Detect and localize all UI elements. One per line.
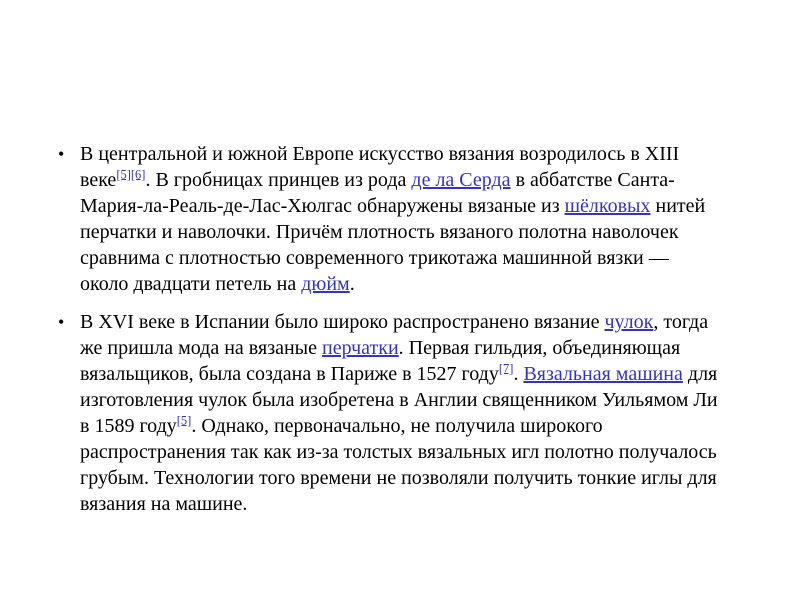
text-run: . Однако, первоначально, не получила широкого распространения так как из-за толстых вязальных игл полотно получалось грубым. Технологии того времени не позволяли получить тонкие иглы для вязания на машине. (80, 415, 717, 515)
reference-link[interactable]: [6] (130, 167, 146, 182)
reference-link[interactable]: [7] (498, 361, 514, 376)
text-run: В центральной и южной Европе искусство вязания возродилось в XIII веке (80, 143, 680, 191)
text-link[interactable]: перчатки (321, 337, 399, 359)
reference-link[interactable]: [5] (176, 413, 192, 428)
list-item (56, 141, 722, 297)
bullet-list (56, 141, 722, 517)
list-item (56, 309, 722, 517)
text-link[interactable]: чулок (604, 311, 654, 333)
text-run: для изготовления чулок была изобретена в Англии священником Уильямом Ли в 1589 году (80, 363, 718, 437)
reference-superscript (116, 167, 131, 181)
text-run: . Первая гильдия, объединяющая вязальщиков, была создана в Париже в 1527 году (80, 337, 681, 385)
text-link[interactable]: Вязальная машина (523, 363, 683, 385)
reference-superscript (177, 413, 192, 427)
text-link[interactable]: де ла Серда (411, 169, 511, 191)
reference-link[interactable]: [5] (116, 167, 131, 182)
text-link[interactable]: дюйм (301, 273, 350, 295)
bullet-marker: • (58, 312, 65, 332)
text-run: . (349, 273, 355, 295)
text-run: В XVI веке в Испании было широко распространено вязание (80, 311, 605, 333)
text-run: нитей перчатки и наволочки. Причём плотность вязаного полотна наволочек сравнима с плотностью современного трикотажа машинной вязки — около двадцати петель на (80, 195, 706, 295)
text-run: , тогда же пришла мода на вязаные (80, 311, 709, 359)
reference-superscript (131, 167, 146, 181)
bullet-marker: • (58, 144, 65, 164)
text-run: в аббатстве Санта-Мария-ла-Реаль-де-Лас-Хюлгас обнаружены вязаные из (80, 169, 675, 217)
reference-superscript (499, 361, 514, 375)
text-run: . В гробницах принцев из рода (145, 169, 412, 191)
text-run: . (513, 363, 524, 385)
text-link[interactable]: шёлковых (564, 195, 651, 217)
